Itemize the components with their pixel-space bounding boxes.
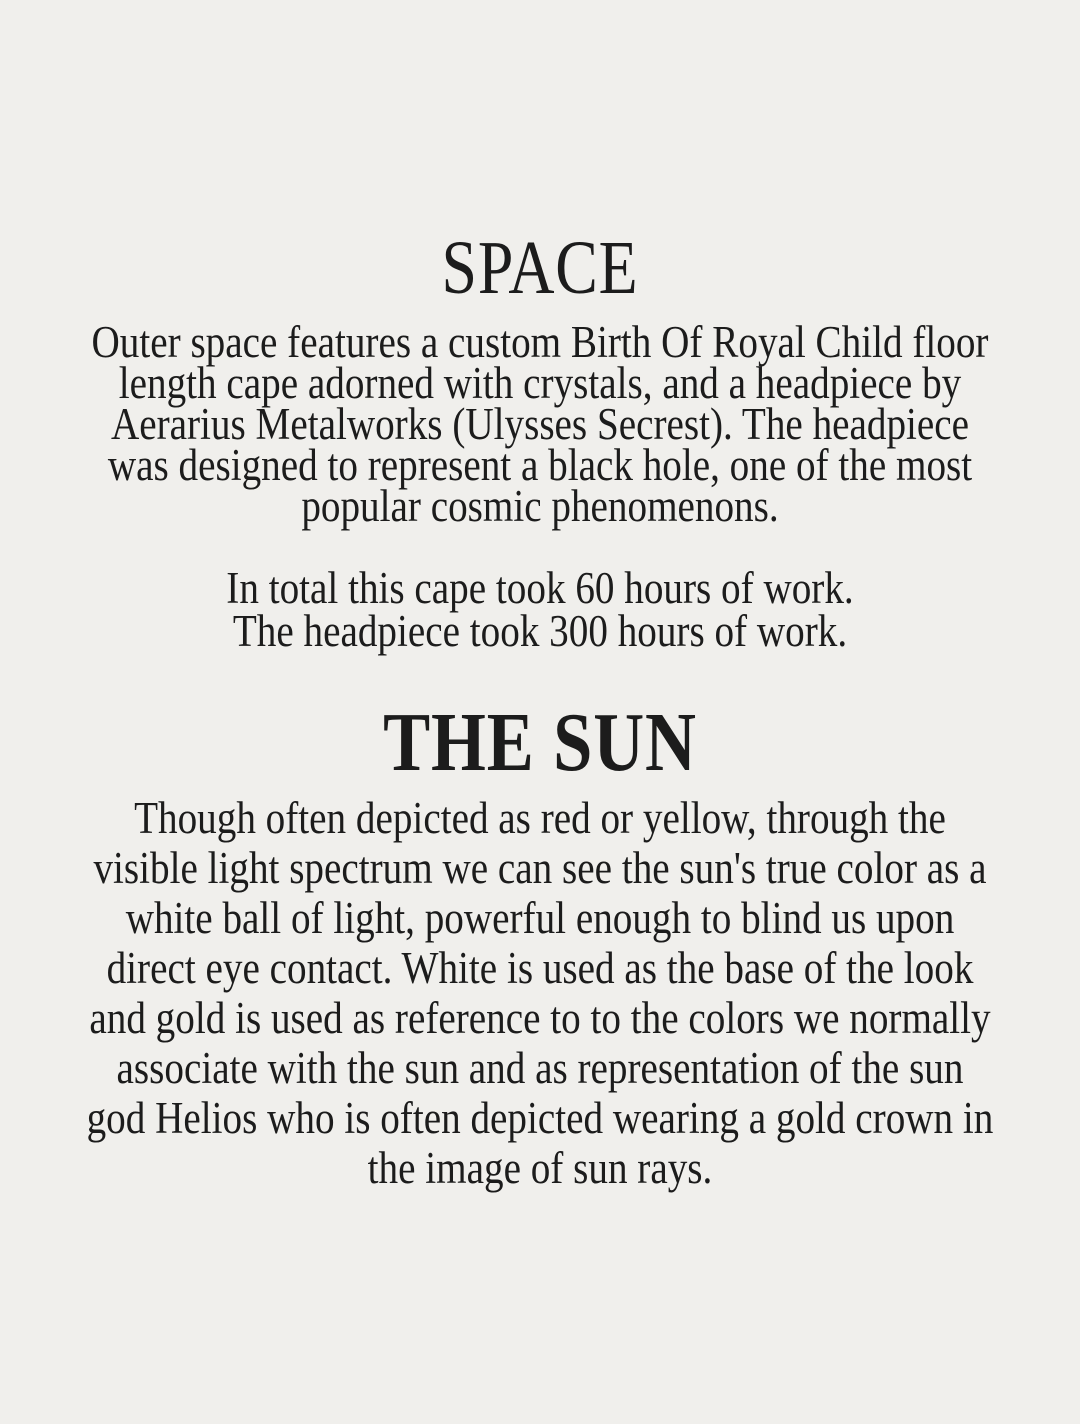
text-line: and gold is used as reference to to the colors we normally xyxy=(89,993,991,1043)
text-line: Outer space features a custom Birth Of Royal Child floor xyxy=(91,317,989,367)
text-line: was designed to represent a black hole, one of the most xyxy=(107,440,973,490)
text-line: visible light spectrum we can see the sun's true color as a xyxy=(93,843,987,893)
sun-heading: THE SUN xyxy=(383,696,697,789)
text-line: popular cosmic phenomenons. xyxy=(301,481,779,531)
space-description-paragraph xyxy=(70,317,1010,531)
text-line: the image of sun rays. xyxy=(367,1143,713,1193)
text-line: In total this cape took 60 hours of work. xyxy=(226,563,854,613)
space-hours-paragraph xyxy=(70,563,1010,656)
text-line: white ball of light, powerful enough to blind us upon xyxy=(125,893,955,943)
space-heading: SPACE xyxy=(441,226,639,310)
text-line: Though often depicted as red or yellow, through the xyxy=(134,793,946,843)
text-line: The headpiece took 300 hours of work. xyxy=(232,606,848,656)
text-line: direct eye contact. White is used as the base of the look xyxy=(106,943,974,993)
text-line: length cape adorned with crystals, and a headpiece by xyxy=(118,358,962,408)
text-line: associate with the sun and as representation of the sun xyxy=(116,1043,964,1093)
sun-description-paragraph xyxy=(70,793,1010,1193)
text-line: Aerarius Metalworks (Ulysses Secrest). The headpiece xyxy=(110,399,970,449)
text-line: god Helios who is often depicted wearing a gold crown in xyxy=(86,1093,994,1143)
